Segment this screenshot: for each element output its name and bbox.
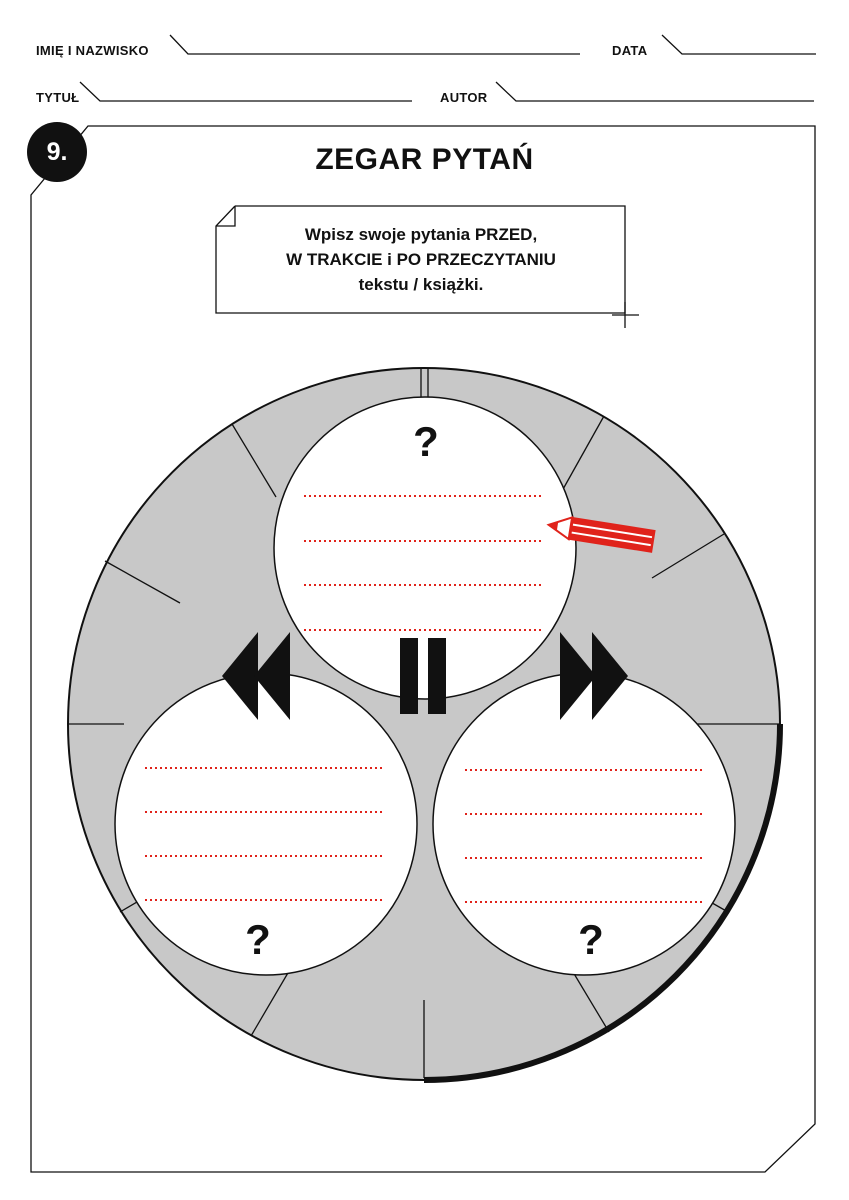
name-field-line[interactable] bbox=[170, 35, 580, 54]
author-label: AUTOR bbox=[440, 90, 488, 105]
crosshair-icon bbox=[612, 302, 639, 328]
date-field-line[interactable] bbox=[662, 35, 816, 54]
question-mark-after: ? bbox=[578, 916, 604, 963]
question-mark-before: ? bbox=[413, 418, 439, 465]
instruction-text bbox=[216, 222, 626, 297]
title-field-line[interactable] bbox=[80, 82, 412, 101]
worksheet-number: 9. bbox=[46, 137, 68, 166]
page-title: ZEGAR PYTAŃ bbox=[315, 143, 534, 176]
instruction-line-3: tekstu / książki. bbox=[358, 275, 484, 294]
title-field-label: TYTUŁ bbox=[36, 90, 80, 105]
date-label: DATA bbox=[612, 43, 648, 58]
name-label: IMIĘ I NAZWISKO bbox=[36, 43, 149, 58]
author-field-line[interactable] bbox=[496, 82, 814, 101]
instruction-line-2: W TRAKCIE i PO PRZECZYTANIU bbox=[286, 250, 556, 269]
question-mark-during: ? bbox=[245, 916, 271, 963]
instruction-line-1: Wpisz swoje pytania PRZED, bbox=[304, 225, 538, 244]
